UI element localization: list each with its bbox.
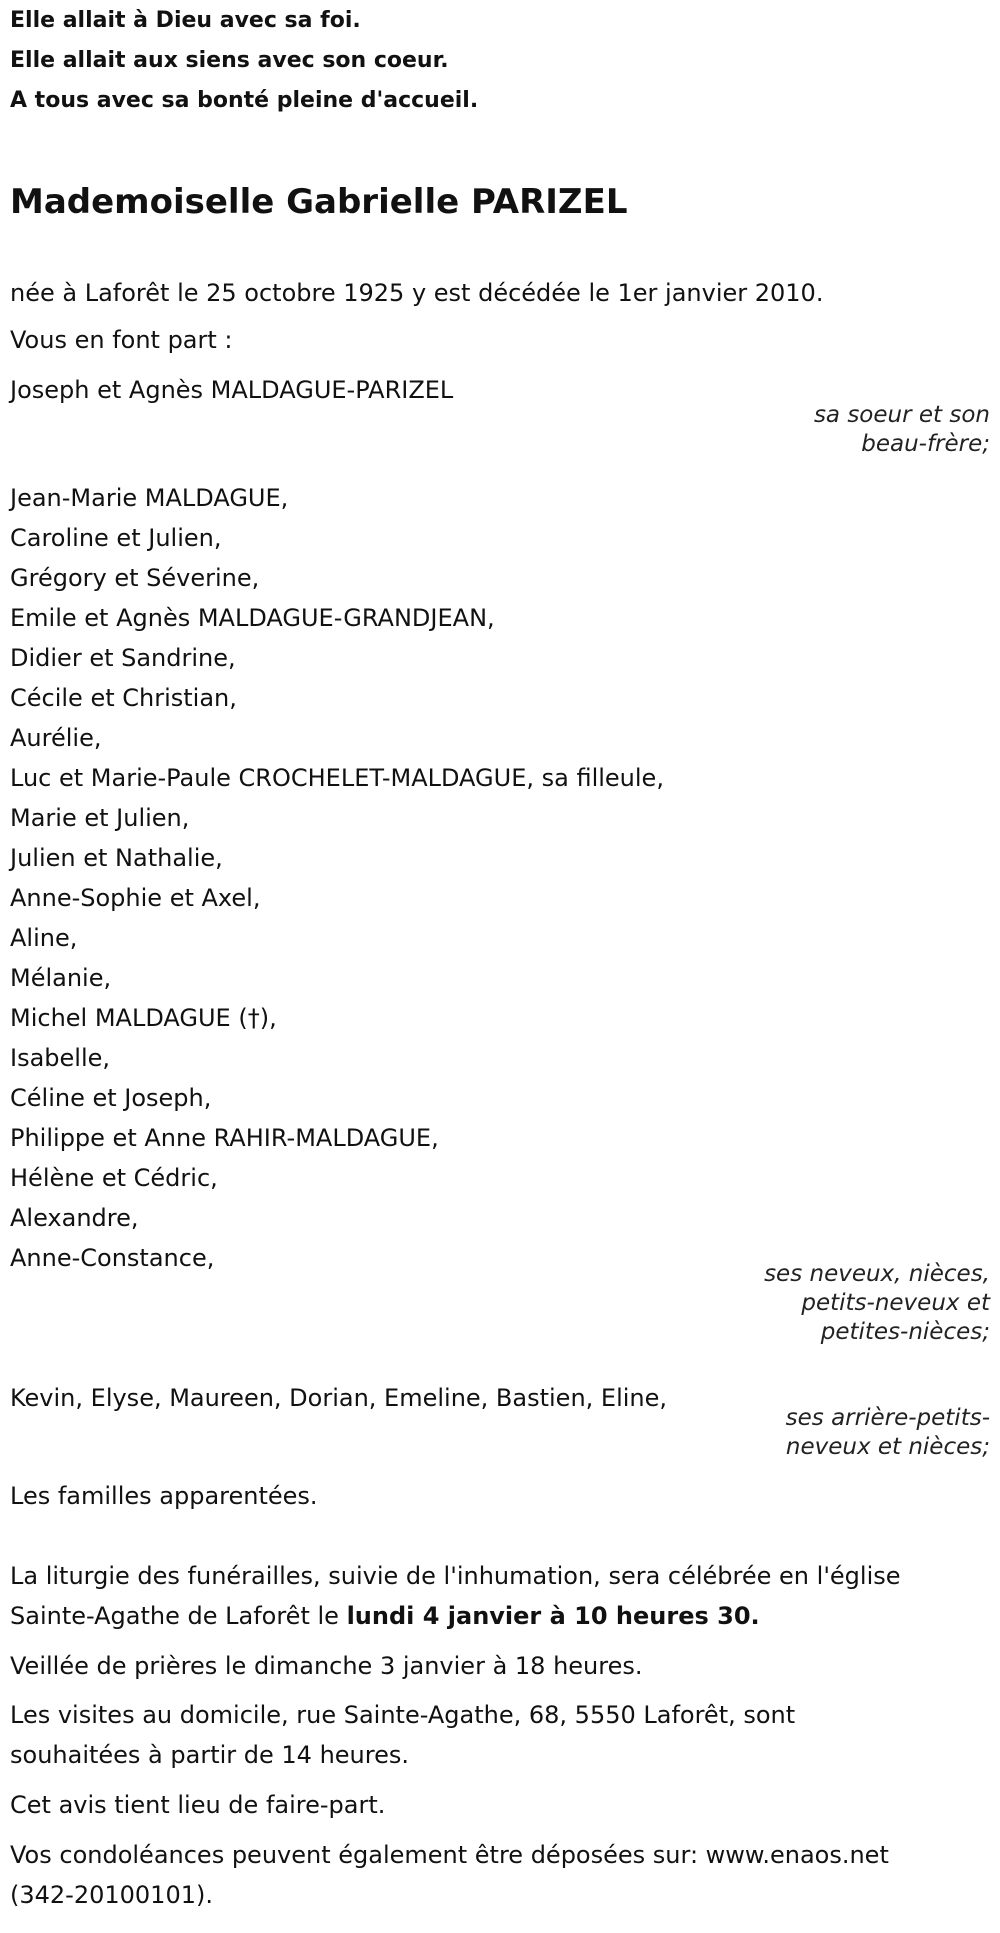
deceased-name: Mademoiselle Gabrielle PARIZEL <box>10 182 628 222</box>
condolences-line-2: (342-20100101). <box>10 1881 213 1909</box>
relative-name: Julien et Nathalie, <box>10 844 223 872</box>
relative-name: Luc et Marie-Paule CROCHELET-MALDAGUE, sa filleule, <box>10 764 664 792</box>
relative-name: Cécile et Christian, <box>10 684 237 712</box>
relatives-list <box>10 478 664 1278</box>
great-nephews-role-line-1: ses arrière-petits- <box>785 1405 990 1431</box>
great-nephews-role-line-2: neveux et nièces; <box>785 1434 990 1460</box>
great-nephews-role <box>786 1404 990 1462</box>
relative-name: Anne-Constance, <box>10 1244 215 1272</box>
birth-death-statement: née à Laforêt le 25 octobre 1925 y est décédée le 1er janvier 2010. <box>10 279 824 307</box>
funeral-location: Sainte-Agathe de Laforêt le <box>10 1602 347 1630</box>
nephews-role-line-2: petits-neveux et <box>801 1290 990 1316</box>
funeral-date-time: lundi 4 janvier à 10 heures 30. <box>346 1602 760 1630</box>
condolences-line-1: Vos condoléances peuvent également être déposées sur: www.enaos.net <box>10 1841 889 1869</box>
related-families: Les familles apparentées. <box>10 1482 318 1510</box>
relative-name: Hélène et Cédric, <box>10 1164 218 1192</box>
relative-name: Isabelle, <box>10 1044 111 1072</box>
relative-name: Céline et Joseph, <box>10 1084 212 1112</box>
motto-line-3: A tous avec sa bonté pleine d'accueil. <box>10 88 479 113</box>
visits-line-2: souhaitées à partir de 14 heures. <box>10 1741 409 1769</box>
relative-name: Anne-Sophie et Axel, <box>10 884 261 912</box>
funeral-line-2 <box>10 1601 760 1631</box>
visits-line-1: Les visites au domicile, rue Sainte-Agathe, 68, 5550 Laforêt, sont <box>10 1701 796 1729</box>
motto-line-1: Elle allait à Dieu avec sa foi. <box>10 8 361 33</box>
sister-names: Joseph et Agnès MALDAGUE-PARIZEL <box>10 376 454 404</box>
relative-name: Grégory et Séverine, <box>10 564 260 592</box>
sister-role-line-2: beau-frère; <box>861 431 990 457</box>
relative-name: Didier et Sandrine, <box>10 644 236 672</box>
relative-name: Mélanie, <box>10 964 112 992</box>
nephews-role-line-1: ses neveux, nièces, <box>764 1261 990 1287</box>
relative-name: Aline, <box>10 924 78 952</box>
relative-name: Philippe et Anne RAHIR-MALDAGUE, <box>10 1124 439 1152</box>
notice-statement: Cet avis tient lieu de faire-part. <box>10 1791 386 1819</box>
sister-role <box>814 401 990 459</box>
relative-name: Emile et Agnès MALDAGUE-GRANDJEAN, <box>10 604 495 632</box>
vigil-info: Veillée de prières le dimanche 3 janvier à 18 heures. <box>10 1652 643 1680</box>
relative-name: Alexandre, <box>10 1204 139 1232</box>
relative-name: Michel MALDAGUE (†), <box>10 1004 277 1032</box>
relative-name: Marie et Julien, <box>10 804 190 832</box>
relative-name: Aurélie, <box>10 724 102 752</box>
relative-name: Caroline et Julien, <box>10 524 222 552</box>
funeral-line-1: La liturgie des funérailles, suivie de l'inhumation, sera célébrée en l'église <box>10 1562 901 1590</box>
relative-name: Jean-Marie MALDAGUE, <box>10 484 289 512</box>
motto-line-2: Elle allait aux siens avec son coeur. <box>10 48 449 73</box>
announcement-intro: Vous en font part : <box>10 326 233 354</box>
sister-role-line-1: sa soeur et son <box>813 402 990 428</box>
nephews-role <box>764 1260 990 1347</box>
nephews-role-line-3: petites-nièces; <box>820 1319 990 1345</box>
great-nephews-names: Kevin, Elyse, Maureen, Dorian, Emeline, Bastien, Eline, <box>10 1384 668 1412</box>
